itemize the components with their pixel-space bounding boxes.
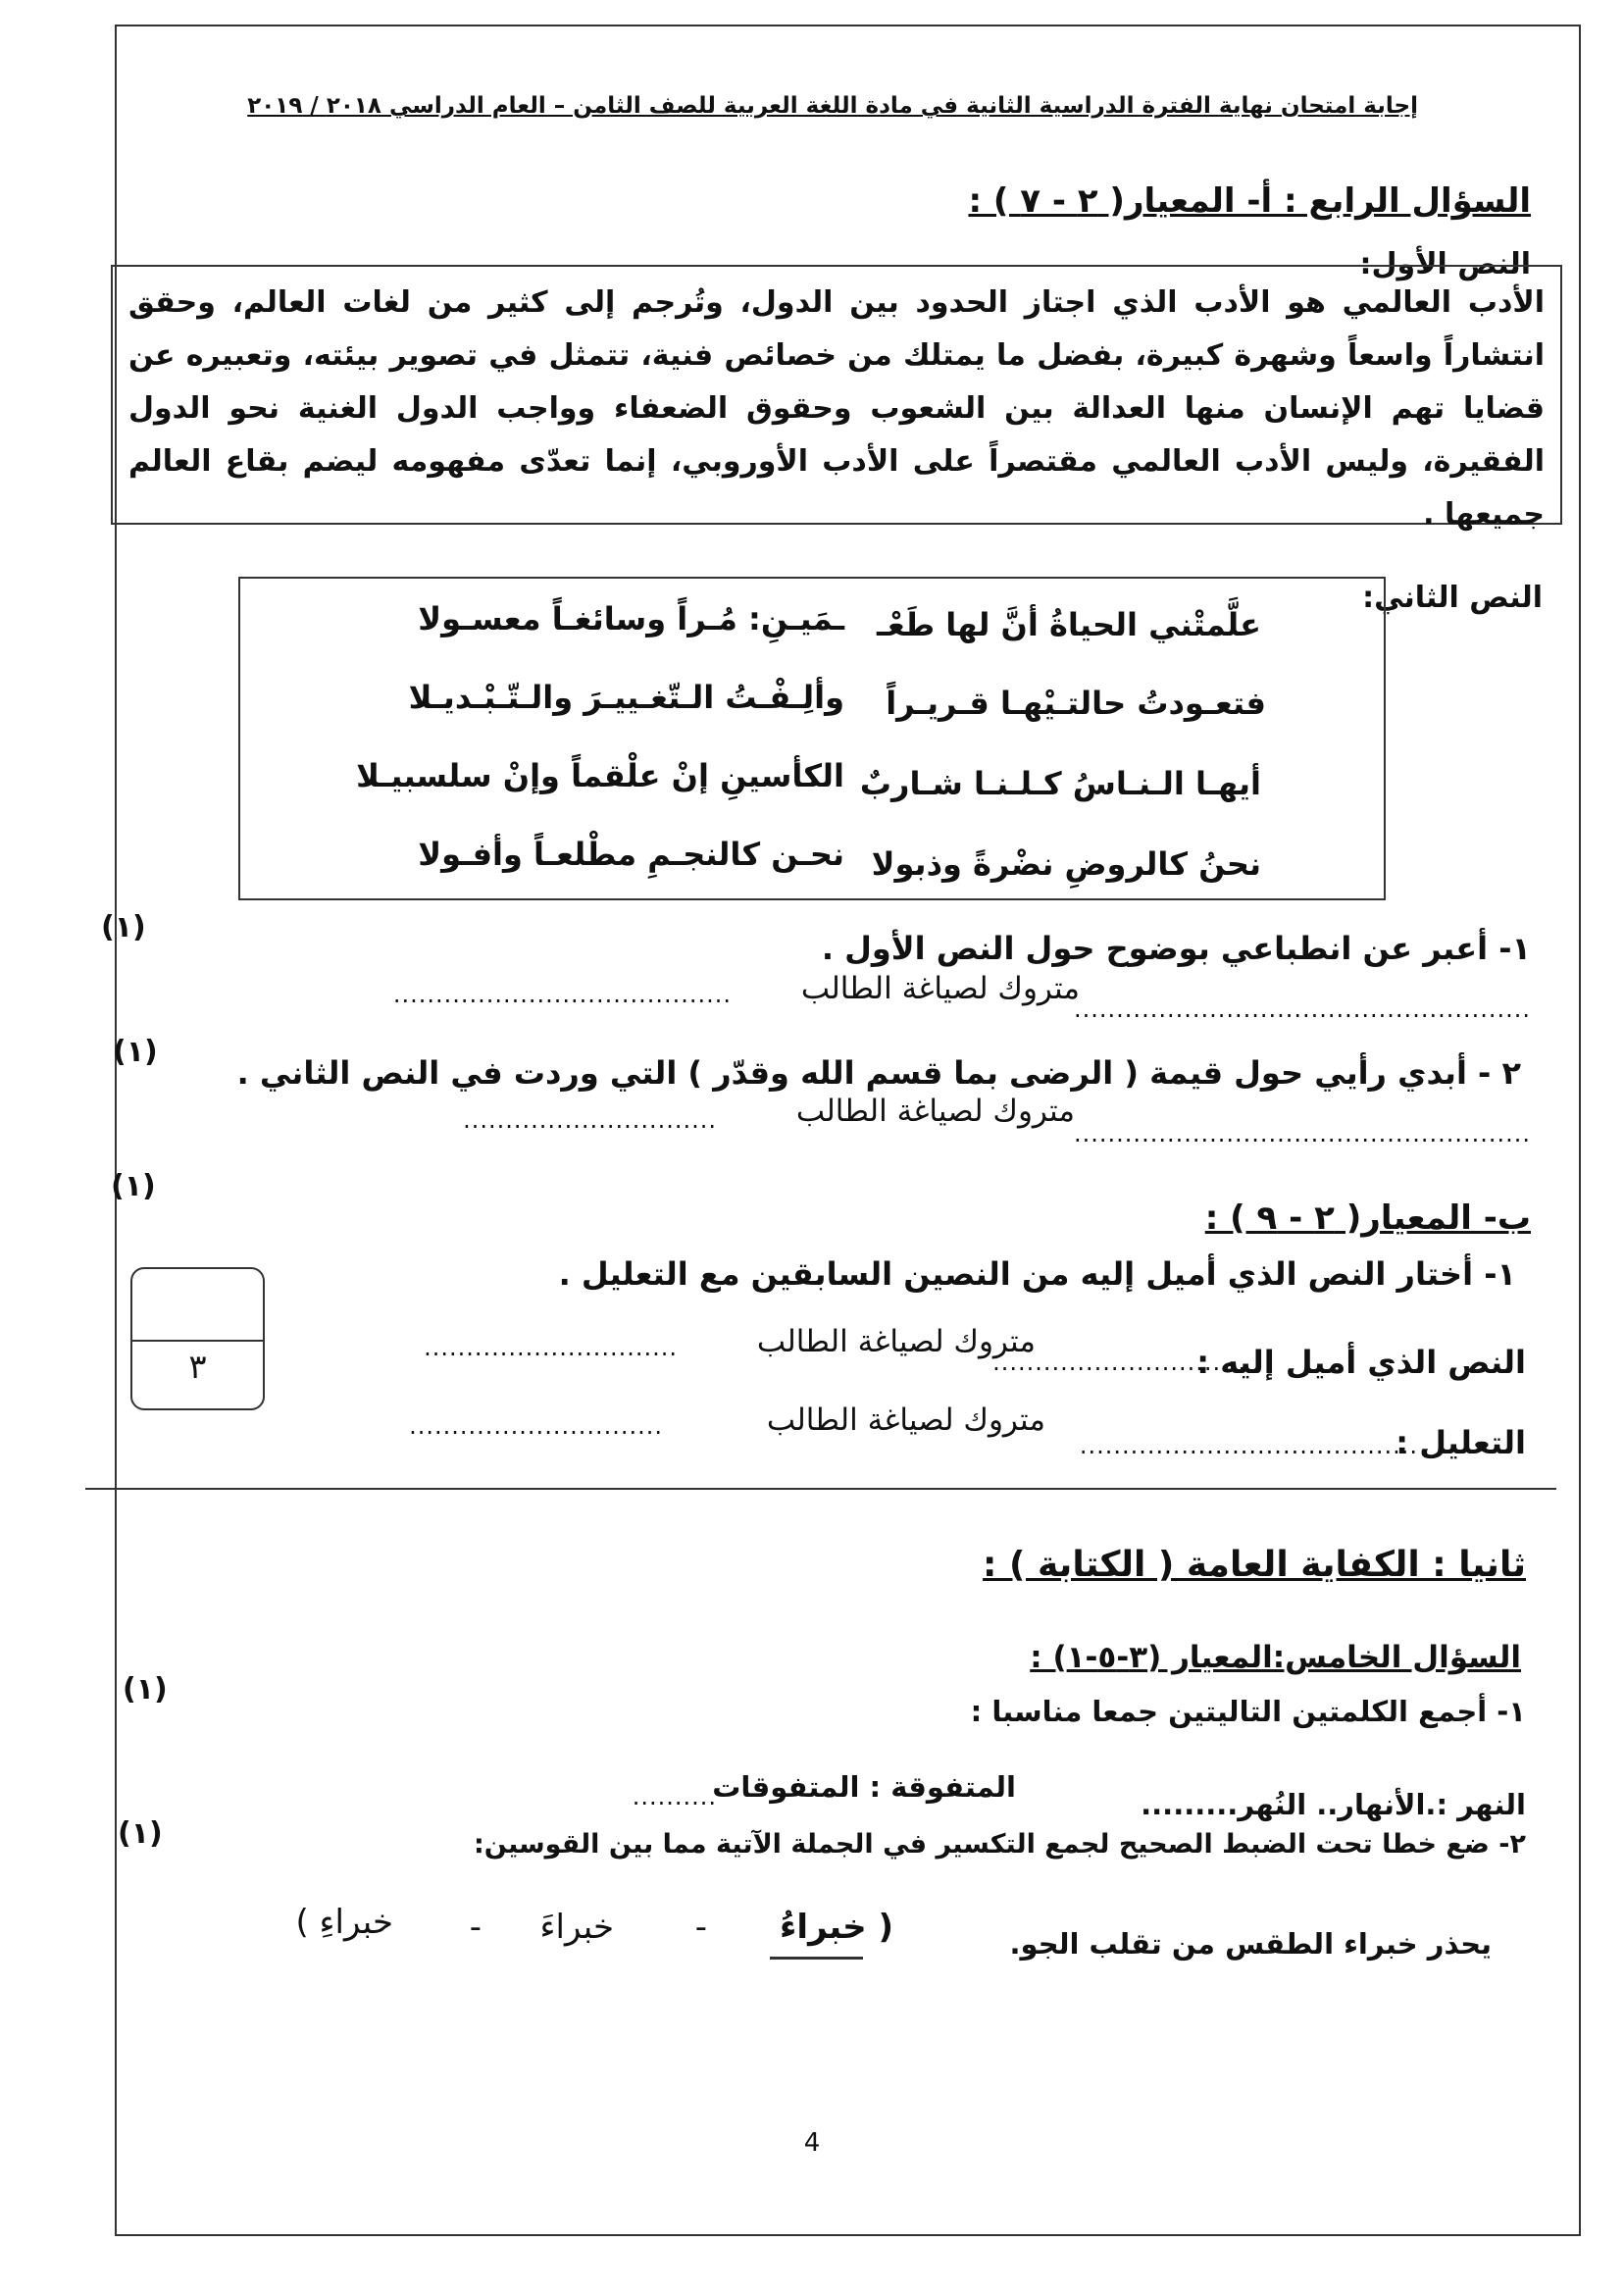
item-1-dots-right: ...................................................... <box>1074 995 1531 1023</box>
choice-separator-2: - <box>469 1908 482 1947</box>
text2-label: النص الثاني: <box>1362 581 1543 615</box>
page-number: 4 <box>803 2128 821 2158</box>
section-2-title: ثانيا : الكفاية العامة ( الكتابة ) : <box>983 1545 1526 1585</box>
b-item-1: ١- أختار النص الذي أميل إليه من النصين السابقين مع التعليل . <box>558 1255 1516 1293</box>
item-1-question: ١- أعبر عن انطباعي بوضوح حول النص الأول . <box>821 930 1531 967</box>
text1-box <box>111 265 1562 532</box>
item-2-dots-right: ...................................................... <box>1074 1120 1531 1147</box>
poem-verse-4-right: نحنُ كالروضِ نضْرةً وذبولا <box>871 845 1261 883</box>
q5-word-2: المتفوقة : المتفوقات <box>712 1770 1016 1804</box>
q5-item-2: ٢- ضع خطا تحت الضبط الصحيح لجمع التكسير في الجملة الآتية مما بين القوسين: <box>474 1829 1526 1860</box>
b-label-reason-dots: ........................................ <box>1079 1432 1418 1459</box>
b-answer-text: متروك لصياغة الطالب <box>756 1324 1036 1359</box>
mark-q5-2: (١) <box>118 1816 163 1851</box>
poem-verse-2-right: فتعـودتُ حالتـيْهـا قـريـراً <box>886 685 1266 722</box>
mark-item-2: (١) <box>113 1035 158 1069</box>
mark-item-1: (١) <box>101 910 146 944</box>
item-2-question: ٢ - أبدي رأيي حول قيمة ( الرضى بما قسم الله وقدّر ) التي وردت في النص الثاني . <box>236 1054 1521 1092</box>
b-label-reason: التعليل : <box>1396 1424 1526 1461</box>
text1-passage: الأدب العالمي هو الأدب الذي اجتاز الحدود بين الدول، وتُرجم إلى كثير من لغات العالم، وحقق انتشاراً واسعاً وشهرة كبيرة، بفضل ما يمتلك من خصائص فنية، تتمثل في تصوير بيئته، وتعبيره عن قضايا تهم الإنسان منها العدالة بين الشعوب وحقوق الضعفاء وواجب الدول الغنية نحو الدول الفقيرة، وليس الأدب العالمي مقتصراً على الأدب الأوروبي، إنما تعدّى مفهومه ليضم بقاع العالم جميعها . <box>128 285 1545 532</box>
choice-separator-1: - <box>694 1908 707 1947</box>
score-box <box>130 1267 265 1410</box>
item-1-answer: متروك لصياغة الطالب <box>800 971 1080 1006</box>
score-box-divider <box>132 1340 263 1342</box>
poem-verse-1-right: علَّمتْني الحياةُ أنَّ لها طَعْـ <box>876 606 1261 643</box>
b-title: ب- المعيار( ٢ - ٩ ) : <box>1204 1198 1531 1238</box>
choice-open-bracket-option-1: ( خبراءُ <box>780 1908 893 1947</box>
choice-option-3-close-bracket: خبراءِ ) <box>295 1903 393 1942</box>
score-value: ٣ <box>188 1348 207 1387</box>
poem-verse-2-left: وألِـفْـتُ الـتّغـييـرَ والـتّـبْـديـلا <box>408 679 844 716</box>
item-2-answer: متروك لصياغة الطالب <box>795 1094 1075 1129</box>
b-answer-reason: متروك لصياغة الطالب <box>766 1402 1045 1438</box>
mark-b: (١) <box>111 1169 156 1203</box>
q5-word-1: النهر :.الأنهار.. النُهر......... <box>1141 1788 1526 1821</box>
mark-q5-1: (١) <box>123 1672 168 1707</box>
b-answer-reason-dots: .............................. <box>409 1412 663 1440</box>
q5-word-2-dots: .......... <box>632 1783 717 1810</box>
question-5-title: السؤال الخامس:المعيار (٣-٥-١) : <box>1030 1640 1521 1675</box>
poem-verse-3-left: الكأسينِ إنْ علْقماً وإنْ سلسبيـلا <box>356 757 844 794</box>
section-divider <box>85 1488 1556 1490</box>
text1-label: النص الأول: <box>1359 247 1531 281</box>
q5-sentence: يحذر خبراء الطقس من تقلب الجو. <box>1009 1927 1492 1961</box>
b-answer-text-dots: .............................. <box>424 1334 678 1361</box>
question-4-title: السؤال الرابع : أ- المعيار( ٢ - ٧ ) : <box>968 181 1531 221</box>
exam-header: إجابة امتحان نهاية الفترة الدراسية الثانية في مادة اللغة العربية للصف الثامن – العام الدراسي ٢٠١٨ / ٢٠١٩ <box>247 93 1418 119</box>
q5-item-1: ١- أجمع الكلمتين التاليتين جمعا مناسبا : <box>970 1695 1526 1728</box>
b-label-text-dots: .............................. <box>992 1349 1246 1376</box>
item-1-dots-left: ........................................ <box>392 981 732 1008</box>
poem-verse-4-left: نحـن كالنجـمِ مطْلعـاً وأفـولا <box>418 836 844 873</box>
b-label-text: النص الذي أميل إليه : <box>1196 1344 1526 1381</box>
poem-verse-1-left: ـمَيـنِ: مُـراً وسائغـاً معسـولا <box>418 600 844 637</box>
poem-box <box>238 577 1386 900</box>
item-2-dots-left: .............................. <box>463 1106 717 1134</box>
choice-option-2: خبراءَ <box>539 1908 614 1947</box>
choice-underline <box>770 1957 863 1960</box>
poem-verse-3-right: أيهـا الـنـاسُ كـلـنـا شـاربٌ <box>859 765 1261 802</box>
